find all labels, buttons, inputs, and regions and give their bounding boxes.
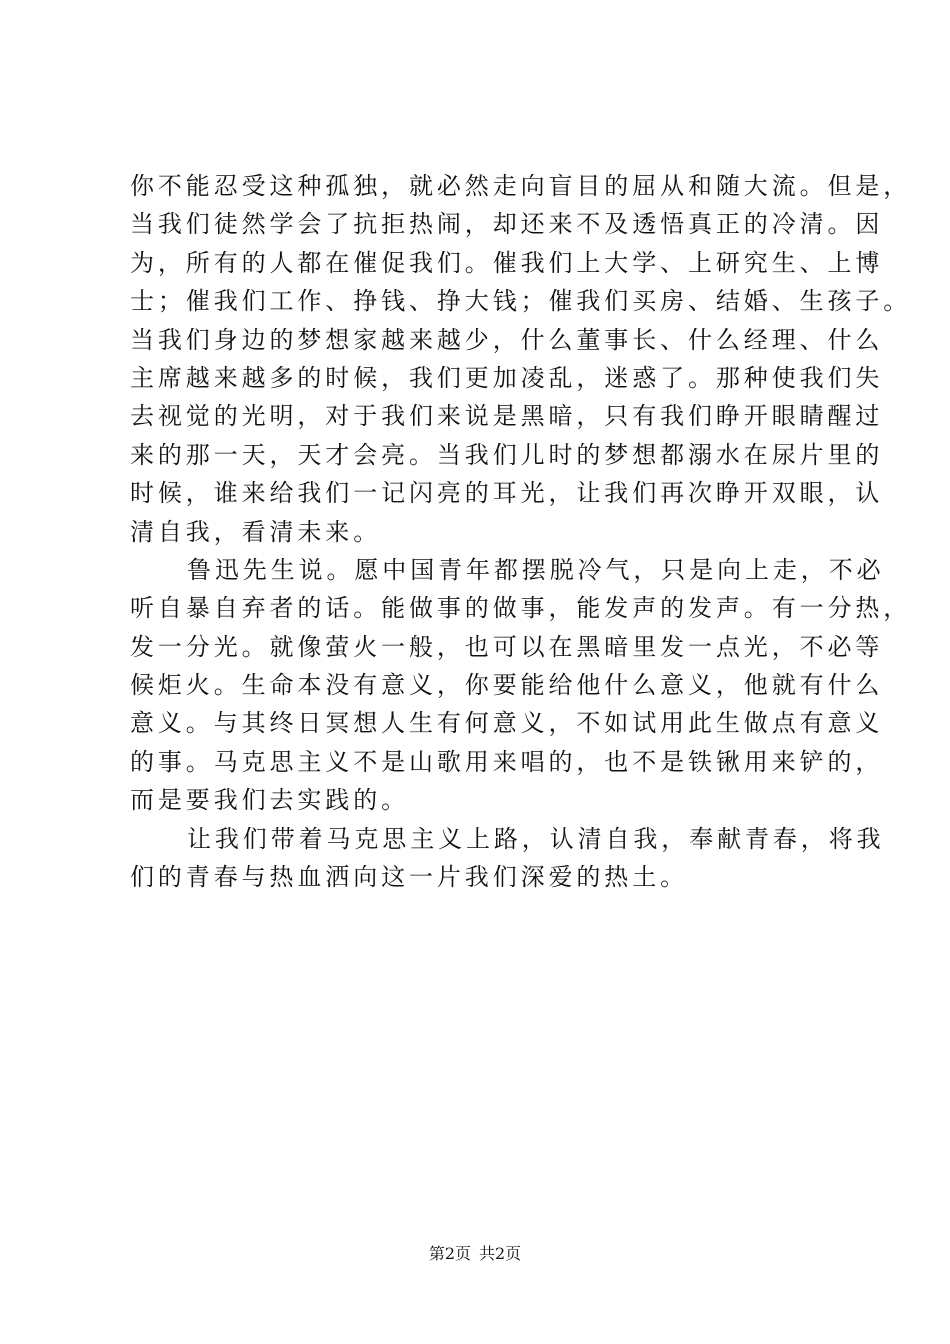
body-text [130, 167, 912, 896]
text-line: 发一分光。就像萤火一般，也可以在黑暗里发一点光，不必等 [130, 632, 884, 661]
paragraph-start-line: 让我们带着马克思主义上路，认清自我，奉献青春，将我 [187, 824, 885, 853]
text-line: 为，所有的人都在催促我们。催我们上大学、上研究生、上博 [130, 248, 884, 277]
text-line: 来的那一天，天才会亮。当我们儿时的梦想都溺水在尿片里的 [130, 440, 884, 469]
paragraph-start-line: 鲁迅先生说。愿中国青年都摆脱冷气，只是向上走，不必 [187, 555, 885, 584]
text-line: 主席越来越多的时候，我们更加凌乱，迷惑了。那种使我们失 [130, 363, 884, 392]
text-line: 士；催我们工作、挣钱、挣大钱；催我们买房、结婚、生孩子。 [130, 287, 912, 316]
page-total: 共2页 [479, 1244, 522, 1263]
text-line: 去视觉的光明，对于我们来说是黑暗，只有我们睁开眼睛醒过 [130, 402, 884, 431]
text-line: 候炬火。生命本没有意义，你要能给他什么意义，他就有什么 [130, 671, 884, 700]
page-footer [0, 1244, 950, 1264]
text-line: 的事。马克思主义不是山歌用来唱的，也不是铁锹用来铲的， [130, 747, 884, 776]
text-line: 而是要我们去实践的。 [130, 786, 409, 815]
text-line: 清自我，看清未来。 [130, 517, 382, 546]
text-line: 们的青春与热血洒向这一片我们深爱的热土。 [130, 863, 688, 892]
text-line: 意义。与其终日冥想人生有何意义，不如试用此生做点有意义 [130, 709, 884, 738]
page-number: 第2页 [428, 1244, 471, 1263]
text-line: 你不能忍受这种孤独，就必然走向盲目的屈从和随大流。但是， [130, 172, 912, 200]
text-line: 听自暴自弃者的话。能做事的做事，能发声的发声。有一分热， [130, 594, 912, 623]
text-line: 当我们身边的梦想家越来越少，什么董事长、什么经理、什么 [130, 325, 884, 354]
text-line: 时候，谁来给我们一记闪亮的耳光，让我们再次睁开双眼，认 [130, 479, 884, 508]
text-line: 当我们徒然学会了抗拒热闹，却还来不及透悟真正的冷清。因 [130, 210, 884, 239]
